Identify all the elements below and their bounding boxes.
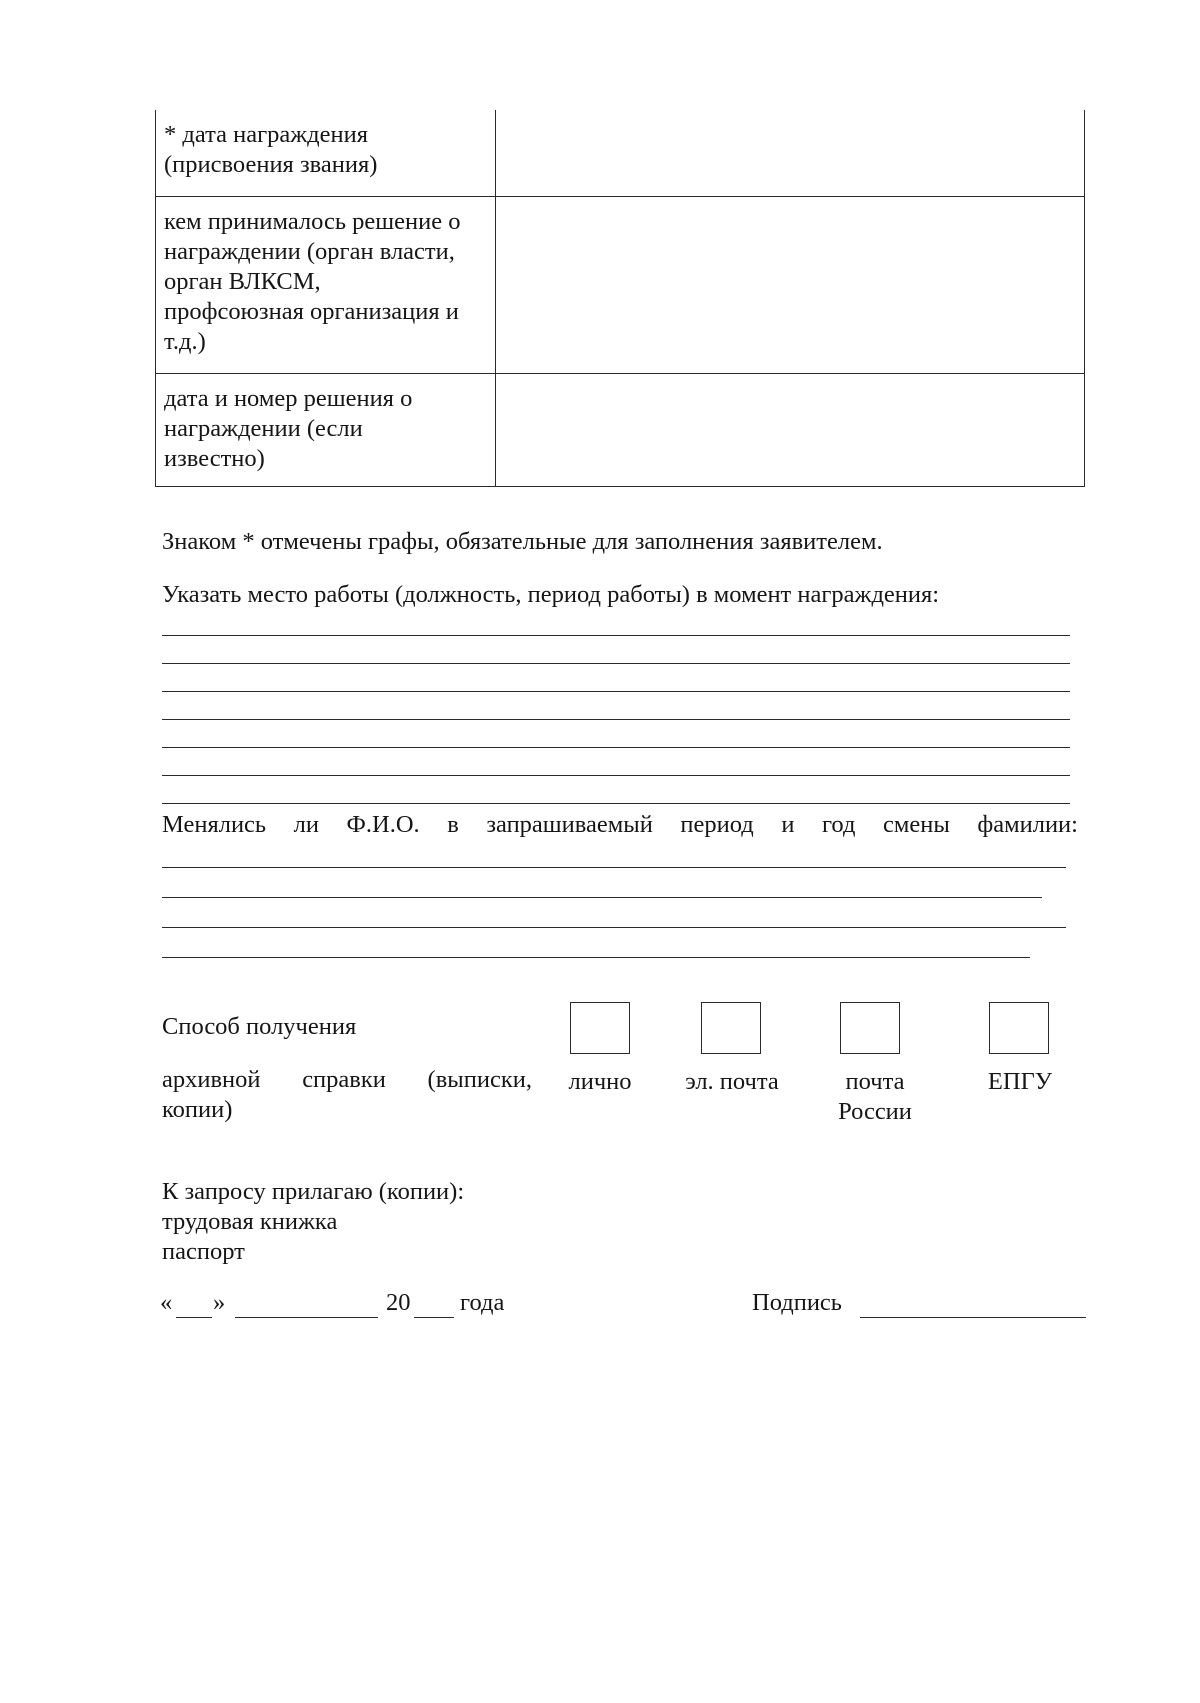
delivery-method-label-cont: архивной справки (выписки, xyxy=(162,1066,532,1093)
table-row xyxy=(156,110,1085,197)
signature-field[interactable] xyxy=(860,1317,1086,1318)
signature-label: Подпись xyxy=(752,1289,842,1316)
workplace-fill-line[interactable] xyxy=(162,663,1070,664)
delivery-method-label: Способ получения xyxy=(162,1013,357,1040)
table-row xyxy=(156,197,1085,374)
award-info-table xyxy=(155,110,1085,487)
delivery-epgu-checkbox[interactable] xyxy=(989,1002,1049,1054)
date-month-field[interactable] xyxy=(235,1317,378,1318)
table-row xyxy=(156,374,1085,487)
date-day-field[interactable] xyxy=(176,1317,212,1318)
attachment-item: трудовая книжка xyxy=(162,1208,338,1235)
delivery-email-checkbox[interactable] xyxy=(701,1002,761,1054)
workplace-fill-line[interactable] xyxy=(162,719,1070,720)
delivery-email-label: эл. почта xyxy=(685,1068,779,1095)
date-quote-open: « xyxy=(160,1289,173,1316)
award-date-field[interactable] xyxy=(496,110,1085,197)
date-quote-close: » xyxy=(213,1289,226,1316)
delivery-post-label: почта России xyxy=(838,1068,912,1125)
award-date-label: * дата награждения (присвоения звания) xyxy=(156,110,496,197)
date-year-field[interactable] xyxy=(414,1317,454,1318)
workplace-fill-line[interactable] xyxy=(162,747,1070,748)
decision-date-number-label: дата и номер решения о награждении (если известно) xyxy=(156,374,496,487)
name-change-fill-line[interactable] xyxy=(162,957,1030,958)
date-year-suffix: года xyxy=(460,1289,505,1316)
workplace-fill-line[interactable] xyxy=(162,803,1070,804)
delivery-method-label-end: копии) xyxy=(162,1096,233,1123)
workplace-fill-line[interactable] xyxy=(162,691,1070,692)
workplace-prompt: Указать место работы (должность, период работы) в момент награждения: xyxy=(162,581,940,608)
attachment-item: паспорт xyxy=(162,1238,245,1265)
delivery-post-checkbox[interactable] xyxy=(840,1002,900,1054)
required-fields-note: Знаком * отмечены графы, обязательные для заполнения заявителем. xyxy=(162,528,883,555)
delivery-in-person-checkbox[interactable] xyxy=(570,1002,630,1054)
name-change-fill-line[interactable] xyxy=(162,867,1066,868)
workplace-fill-line[interactable] xyxy=(162,635,1070,636)
workplace-fill-line[interactable] xyxy=(162,775,1070,776)
attachments-title: К запросу прилагаю (копии): xyxy=(162,1178,465,1205)
decision-date-number-field[interactable] xyxy=(496,374,1085,487)
date-year-prefix: 20 xyxy=(386,1289,411,1316)
name-change-fill-line[interactable] xyxy=(162,897,1042,898)
delivery-epgu-label: ЕПГУ xyxy=(987,1068,1053,1095)
name-change-fill-line[interactable] xyxy=(162,927,1066,928)
award-authority-field[interactable] xyxy=(496,197,1085,374)
delivery-in-person-label: лично xyxy=(568,1068,632,1095)
award-authority-label: кем принималось решение о награждении (орган власти, орган ВЛКСМ, профсоюзная организация и т.д.) xyxy=(156,197,496,374)
name-change-prompt: Менялись ли Ф.И.О. в запрашиваемый период и год смены фамилии: xyxy=(162,811,1078,838)
